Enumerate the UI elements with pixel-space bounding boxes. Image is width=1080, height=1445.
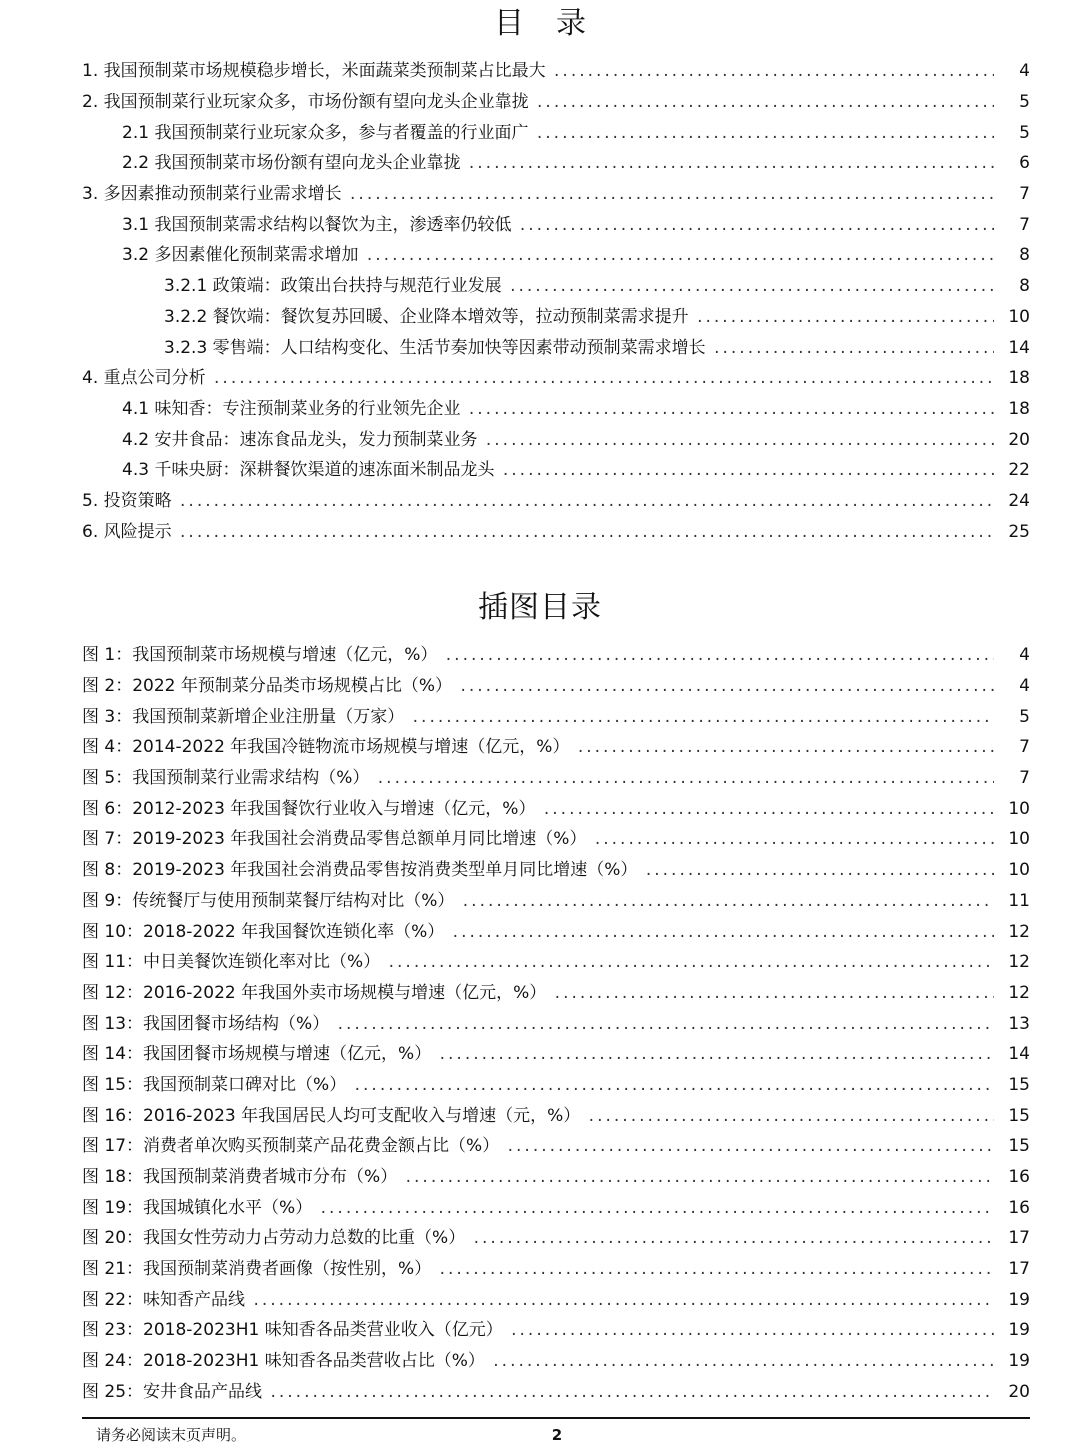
figure-entry-page-number: 17	[1008, 1259, 1030, 1280]
toc-entry-page-number: 8	[1019, 245, 1030, 266]
figure-entry[interactable]	[0, 1070, 1080, 1101]
figure-entry[interactable]	[0, 824, 1080, 855]
figure-entry-page-number: 15	[1008, 1136, 1030, 1157]
toc-entry-label: 2.2 我国预制菜市场份额有望向龙头企业靠拢 .....	[122, 152, 994, 174]
figure-entry[interactable]	[0, 886, 1080, 917]
figure-entry-label: 图 15：我国预制菜口碑对比（%） .....	[82, 1074, 994, 1096]
figure-entry-label: 图 23：2018-2023H1 味知香各品类营业收入（亿元） .....	[82, 1319, 994, 1341]
toc-entry-label: 2.1 我国预制菜行业玩家众多，参与者覆盖的行业面广 .....	[122, 122, 994, 144]
toc-entry[interactable]	[0, 148, 1080, 179]
toc-title: 目录	[494, 6, 618, 41]
toc-entry-page-number: 10	[1008, 306, 1030, 327]
figure-entry-label: 图 24：2018-2023H1 味知香各品类营收占比（%） .....	[82, 1350, 994, 1372]
figure-entry[interactable]	[0, 1192, 1080, 1223]
toc-entry-page-number: 7	[1019, 184, 1030, 205]
toc-entry-page-number: 7	[1019, 214, 1030, 235]
figure-entry[interactable]	[0, 1315, 1080, 1346]
toc-entry-label: 1. 我国预制菜市场规模稳步增长，米面蔬菜类预制菜占比最大 .....	[82, 60, 994, 82]
figure-entry-label: 图 16：2016-2023 年我国居民人均可支配收入与增速（元，%） .....	[82, 1105, 994, 1127]
figure-entry-label: 图 12：2016-2022 年我国外卖市场规模与增速（亿元，%） .....	[82, 982, 994, 1004]
figure-entry-page-number: 10	[1008, 860, 1030, 881]
figure-entry-page-number: 17	[1008, 1228, 1030, 1249]
figure-entry-label: 图 3：我国预制菜新增企业注册量（万家） .....	[82, 706, 994, 728]
toc-entry-label: 3.2.1 政策端：政策出台扶持与规范行业发展 .....	[164, 275, 994, 297]
toc-entry-page-number: 25	[1008, 521, 1030, 542]
figure-entry[interactable]	[0, 701, 1080, 732]
figure-entry[interactable]	[0, 947, 1080, 978]
figure-entry-page-number: 4	[1019, 645, 1030, 666]
figure-entry-page-number: 15	[1008, 1074, 1030, 1095]
figure-entry-label: 图 17：消费者单次购买预制菜产品花费金额占比（%） .....	[82, 1135, 994, 1157]
figure-entry-label: 图 20：我国女性劳动力占劳动力总数的比重（%） .....	[82, 1227, 994, 1249]
toc-entry-page-number: 6	[1019, 153, 1030, 174]
figure-entry-label: 图 22：味知香产品线 .....	[82, 1289, 994, 1311]
figure-entry-label: 图 11：中日美餐饮连锁化率对比（%） .....	[82, 951, 994, 973]
figure-entry[interactable]	[0, 671, 1080, 702]
toc-entry-label: 6. 风险提示 .....	[82, 521, 994, 543]
figure-entry[interactable]	[0, 1162, 1080, 1193]
toc-entry[interactable]	[0, 394, 1080, 425]
figure-entry-label: 图 13：我国团餐市场结构（%） .....	[82, 1013, 994, 1035]
figure-entry-label: 图 6：2012-2023 年我国餐饮行业收入与增速（亿元，%） .....	[82, 798, 994, 820]
toc-entry-label: 4.1 味知香：专注预制菜业务的行业领先企业 .....	[122, 398, 994, 420]
figure-list-title: 插图目录	[478, 590, 602, 625]
figure-entry-label: 图 2：2022 年预制菜分品类市场规模占比（%） .....	[82, 675, 994, 697]
figure-entry[interactable]	[0, 855, 1080, 886]
figure-entry[interactable]	[0, 1254, 1080, 1285]
figure-entry-page-number: 10	[1008, 829, 1030, 850]
toc-entry-page-number: 5	[1019, 122, 1030, 143]
figure-entry-label: 图 14：我国团餐市场规模与增速（亿元，%） .....	[82, 1043, 994, 1065]
toc-entry-page-number: 4	[1019, 61, 1030, 82]
figure-entry-label: 图 10：2018-2022 年我国餐饮连锁化率（%） .....	[82, 921, 994, 943]
figure-entry[interactable]	[0, 1346, 1080, 1377]
toc-entry[interactable]	[0, 56, 1080, 87]
toc-entry-page-number: 18	[1008, 398, 1030, 419]
figure-entry[interactable]	[0, 1131, 1080, 1162]
toc-entry[interactable]	[0, 332, 1080, 363]
figure-entry[interactable]	[0, 1284, 1080, 1315]
footer-disclaimer: 请务必阅读末页声明。	[96, 1426, 247, 1444]
figure-entry-label: 图 1：我国预制菜市场规模与增速（亿元，%） .....	[82, 644, 994, 666]
figure-entry[interactable]	[0, 1100, 1080, 1131]
figure-entry-page-number: 20	[1008, 1381, 1030, 1402]
toc-entry[interactable]	[0, 87, 1080, 118]
figure-entry-label: 图 4：2014-2022 年我国冷链物流市场规模与增速（亿元，%） .....	[82, 736, 994, 758]
figure-entry-page-number: 12	[1008, 952, 1030, 973]
toc-entry-label: 3.2.3 零售端：人口结构变化、生活节奏加快等因素带动预制菜需求增长 .....	[164, 337, 994, 359]
figure-entry-page-number: 19	[1008, 1351, 1030, 1372]
figure-entry-page-number: 7	[1019, 768, 1030, 789]
figure-entry-label: 图 7：2019-2023 年我国社会消费品零售总额单月同比增速（%） .....	[82, 828, 994, 850]
figure-entry[interactable]	[0, 978, 1080, 1009]
toc-entry[interactable]	[0, 516, 1080, 547]
toc-entry-label: 5. 投资策略 .....	[82, 490, 994, 512]
figure-entry-page-number: 5	[1019, 706, 1030, 727]
figure-entry-page-number: 16	[1008, 1197, 1030, 1218]
toc-entry[interactable]	[0, 363, 1080, 394]
figure-entry-label: 图 9：传统餐厅与使用预制菜餐厅结构对比（%） .....	[82, 890, 994, 912]
figure-entry-label: 图 8：2019-2023 年我国社会消费品零售按消费类型单月同比增速（%） .....	[82, 859, 994, 881]
figure-entry[interactable]	[0, 640, 1080, 671]
figure-entry[interactable]	[0, 1223, 1080, 1254]
figure-entry[interactable]	[0, 1377, 1080, 1408]
toc-entry-page-number: 18	[1008, 368, 1030, 389]
toc-entry[interactable]	[0, 455, 1080, 486]
toc-entry-label: 3.2 多因素催化预制菜需求增加 .....	[122, 244, 994, 266]
toc-entry-page-number: 20	[1008, 429, 1030, 450]
toc-entry[interactable]	[0, 117, 1080, 148]
toc-entry-label: 4.2 安井食品：速冻食品龙头，发力预制菜业务 .....	[122, 429, 994, 451]
figure-entry-label: 图 18：我国预制菜消费者城市分布（%） .....	[82, 1166, 994, 1188]
figure-entry[interactable]	[0, 732, 1080, 763]
figure-entry[interactable]	[0, 1039, 1080, 1070]
page-number: 2	[551, 1426, 563, 1444]
figure-entry-label: 图 19：我国城镇化水平（%） .....	[82, 1197, 994, 1219]
figure-entry-page-number: 19	[1008, 1320, 1030, 1341]
toc-entry[interactable]	[0, 179, 1080, 210]
figure-entry-page-number: 14	[1008, 1044, 1030, 1065]
figure-entry-page-number: 10	[1008, 798, 1030, 819]
figure-entry[interactable]	[0, 793, 1080, 824]
toc-entry-label: 4. 重点公司分析 .....	[82, 367, 994, 389]
toc-entry-page-number: 24	[1008, 490, 1030, 511]
toc-entry[interactable]	[0, 486, 1080, 517]
toc-list	[0, 56, 1080, 547]
toc-entry-page-number: 5	[1019, 92, 1030, 113]
footer-divider	[82, 1417, 1030, 1419]
toc-entry-page-number: 8	[1019, 276, 1030, 297]
toc-entry-page-number: 14	[1008, 337, 1030, 358]
figure-entry[interactable]	[0, 1008, 1080, 1039]
toc-entry[interactable]	[0, 271, 1080, 302]
figure-entry-page-number: 19	[1008, 1289, 1030, 1310]
figure-entry-page-number: 12	[1008, 982, 1030, 1003]
figure-entry-page-number: 16	[1008, 1167, 1030, 1188]
figure-entry-label: 图 25：安井食品产品线 .....	[82, 1381, 994, 1403]
figure-entry-page-number: 4	[1019, 676, 1030, 697]
toc-entry-label: 3. 多因素推动预制菜行业需求增长 .....	[82, 183, 994, 205]
toc-entry-page-number: 22	[1008, 460, 1030, 481]
toc-entry-label: 2. 我国预制菜行业玩家众多，市场份额有望向龙头企业靠拢 .....	[82, 91, 994, 113]
figure-entry[interactable]	[0, 916, 1080, 947]
figure-entry[interactable]	[0, 763, 1080, 794]
toc-entry[interactable]	[0, 424, 1080, 455]
figure-list	[0, 640, 1080, 1407]
figure-entry-label: 图 21：我国预制菜消费者画像（按性别，%） .....	[82, 1258, 994, 1280]
figure-entry-label: 图 5：我国预制菜行业需求结构（%） .....	[82, 767, 994, 789]
toc-entry[interactable]	[0, 302, 1080, 333]
figure-entry-page-number: 11	[1008, 890, 1030, 911]
toc-entry[interactable]	[0, 209, 1080, 240]
figure-entry-page-number: 15	[1008, 1105, 1030, 1126]
toc-entry-label: 3.2.2 餐饮端：餐饮复苏回暖、企业降本增效等，拉动预制菜需求提升 .....	[164, 306, 994, 328]
figure-entry-page-number: 13	[1008, 1013, 1030, 1034]
figure-entry-page-number: 7	[1019, 737, 1030, 758]
toc-entry[interactable]	[0, 240, 1080, 271]
toc-entry-label: 4.3 千味央厨：深耕餐饮渠道的速冻面米制品龙头 .....	[122, 459, 994, 481]
figure-entry-page-number: 12	[1008, 921, 1030, 942]
toc-entry-label: 3.1 我国预制菜需求结构以餐饮为主，渗透率仍较低 .....	[122, 214, 994, 236]
